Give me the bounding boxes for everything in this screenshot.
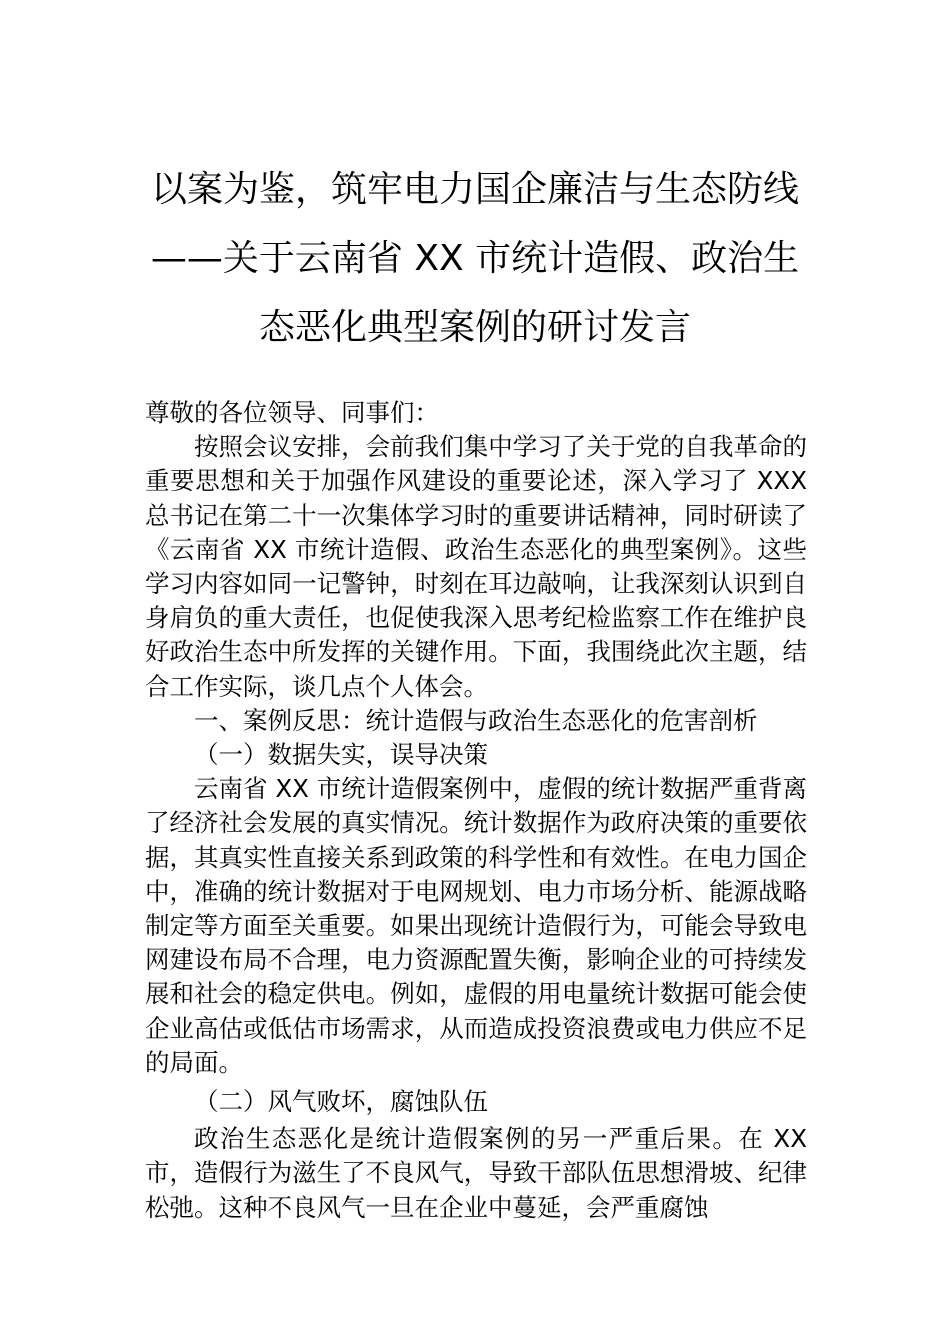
title-line-2: ——关于云南省 XX 市统计造假、政治生 xyxy=(150,238,800,279)
title-line-3: 态恶化典型案例的研讨发言 xyxy=(258,307,691,348)
document-body xyxy=(145,396,807,1225)
section-1-heading: 一、案例反思：统计造假与政治生态恶化的危害剖析 xyxy=(194,705,758,735)
intro-paragraph: 按照会议安排，会前我们集中学习了关于党的自我革命的重要思想和关于加强作风建设的重要论述，深入学习了 XXX 总书记在第二十一次集体学习时的重要讲话精神，同时研读了《云南省 XX 市统计造假、政治生态恶化的典型案例》。这些学习内容如同一记警钟，时刻在耳边敲响，让我深刻认识到自身肩负的重大责任，也促使我深入思考纪检监察工作在维护良好政治生态中所发挥的关键作用。下面，我围绕此次主题，结合工作实际，谈几点个人体会。 xyxy=(145,432,807,701)
subsection-2-heading: （二）风气败坏，腐蚀队伍 xyxy=(194,1087,488,1117)
subsection-2-paragraph: 政治生态恶化是统计造假案例的另一严重后果。在 XX 市，造假行为滋生了不良风气，导致干部队伍思想滑坡、纪律松弛。这种不良风气一旦在企业中蔓延，会严重腐蚀 xyxy=(145,1124,807,1222)
subsection-1-heading: （一）数据失实，误导决策 xyxy=(194,740,488,770)
title-line-1: 以案为鉴，筑牢电力国企廉洁与生态防线 xyxy=(150,169,799,210)
salutation: 尊敬的各位领导、同事们： xyxy=(145,398,439,427)
subsection-1-paragraph: 云南省 XX 市统计造假案例中，虚假的统计数据严重背离了经济社会发展的真实情况。统计数据作为政府决策的重要依据，其真实性直接关系到政策的科学性和有效性。在电力国企中，准确的统计数据对于电网规划、电力市场分析、能源战略制定等方面至关重要。如果出现统计造假行为，可能会导致电网建设布局不合理，电力资源配置失衡，影响企业的可持续发展和社会的稳定供电。例如，虚假的用电量统计数据可能会使企业高估或低估市场需求，从而造成投资浪费或电力供应不足的局面。 xyxy=(145,774,807,1077)
